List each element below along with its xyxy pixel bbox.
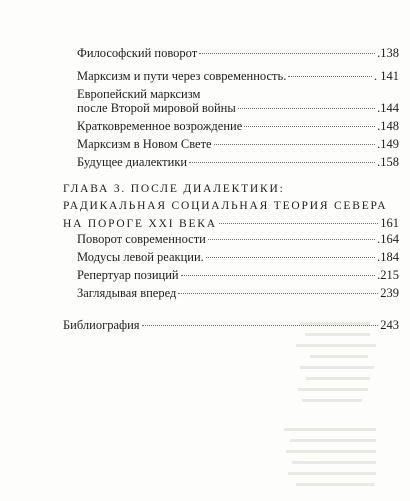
dot-leader xyxy=(208,239,375,240)
toc-entry xyxy=(77,153,399,171)
toc-entry-page: .148 xyxy=(377,119,399,133)
toc-entry xyxy=(77,67,399,85)
toc-entry-title: после Второй мировой войны xyxy=(77,101,236,115)
toc-entry-title: Заглядывая вперед xyxy=(77,286,177,300)
toc-entry xyxy=(77,284,399,302)
toc-entry-title: Кратковременное возрождение xyxy=(77,119,243,133)
bibliography-entry xyxy=(63,316,399,334)
toc-entry-title: Марксизм в Новом Свете xyxy=(77,137,212,151)
toc-entry xyxy=(77,99,399,117)
toc-entry xyxy=(77,117,399,135)
toc-entry-title-line1: Европейский марксизм xyxy=(77,87,201,101)
toc-entry-page: . 141 xyxy=(374,69,399,83)
toc-entry-title: Модусы левой реакции. xyxy=(77,250,204,264)
chapter-heading-line2: РАДИКАЛЬНАЯ СОЦИАЛЬНАЯ ТЕОРИЯ СЕВЕРА xyxy=(63,200,388,212)
dot-leader xyxy=(206,257,375,258)
toc-entry-title: Будущее диалектики xyxy=(77,155,188,169)
toc-entry-page: .164 xyxy=(377,232,399,246)
toc-entry-title: Марксизм и пути через современность. xyxy=(77,69,287,83)
bibliography-page: 243 xyxy=(380,318,399,332)
chapter-heading-line3: НА ПОРОГЕ XXI ВЕКА xyxy=(63,218,217,230)
dot-leader xyxy=(189,162,375,163)
toc-entry-page: 239 xyxy=(380,286,399,300)
toc-entry-page: .138 xyxy=(377,46,399,60)
dot-leader xyxy=(142,325,379,326)
toc-entry-title: Репертуар позиций xyxy=(77,268,179,282)
dot-leader xyxy=(199,53,375,54)
dot-leader xyxy=(219,223,378,224)
toc-entry-page: .149 xyxy=(377,137,399,151)
chapter-heading-line1: ГЛАВА 3. ПОСЛЕ ДИАЛЕКТИКИ: xyxy=(63,183,285,195)
chapter-page: 161 xyxy=(380,216,399,230)
toc-entry-page: .215 xyxy=(377,268,399,282)
dot-leader xyxy=(181,275,376,276)
toc-entry-title: Поворот современности xyxy=(77,232,206,246)
toc-entry-page: .158 xyxy=(377,155,399,169)
dot-leader xyxy=(178,293,378,294)
bibliography-title: Библиография xyxy=(63,318,140,332)
dot-leader xyxy=(288,76,372,77)
toc-entry-page: .184 xyxy=(377,250,399,264)
toc-entry xyxy=(77,266,399,284)
dot-leader xyxy=(214,144,376,145)
dot-leader xyxy=(238,108,375,109)
toc-entry-title: Философский поворот xyxy=(77,46,198,60)
toc-entry xyxy=(77,248,399,266)
toc-entry xyxy=(77,135,399,153)
toc-entry-page: .144 xyxy=(377,101,399,115)
dot-leader xyxy=(244,126,375,127)
toc-entry xyxy=(77,44,399,62)
toc-entry xyxy=(77,230,399,248)
